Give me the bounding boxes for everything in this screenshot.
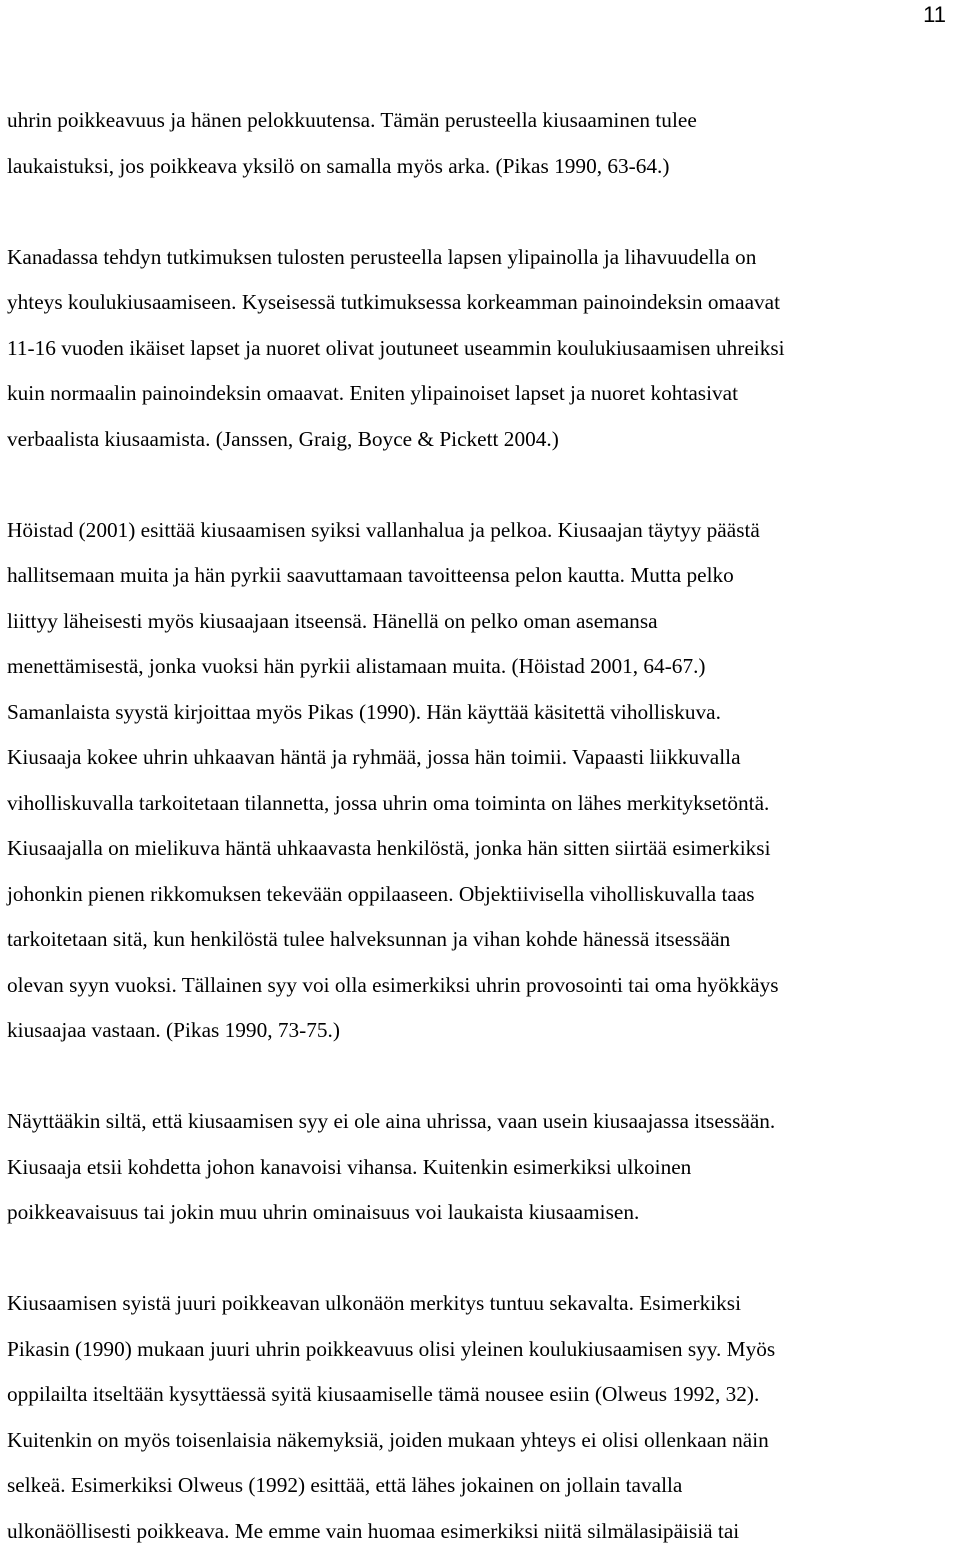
paragraph-5 xyxy=(7,1281,957,1554)
text-line: olevan syyn vuoksi. Tällainen syy voi olla esimerkiksi uhrin provosointi tai oma hyökkäys xyxy=(7,963,957,1009)
paragraph-3 xyxy=(7,508,957,1054)
text-line: liittyy läheisesti myös kiusaajaan itseensä. Hänellä on pelko oman asemansa xyxy=(7,599,957,645)
paragraph-4 xyxy=(7,1099,957,1236)
text-line: Kiusaajalla on mielikuva häntä uhkaavasta henkilöstä, jonka hän sitten siirtää esimerkiksi xyxy=(7,826,957,872)
document-body xyxy=(7,98,957,1554)
text-line: Kiusaamisen syistä juuri poikkeavan ulkonäön merkitys tuntuu sekavalta. Esimerkiksi xyxy=(7,1281,957,1327)
text-line: Kiusaaja kokee uhrin uhkaavan häntä ja ryhmää, jossa hän toimii. Vapaasti liikkuvalla xyxy=(7,735,957,781)
text-line: Näyttääkin siltä, että kiusaamisen syy ei ole aina uhrissa, vaan usein kiusaajassa itsessään. xyxy=(7,1099,957,1145)
text-line: Kiusaaja etsii kohdetta johon kanavoisi vihansa. Kuitenkin esimerkiksi ulkoinen xyxy=(7,1145,957,1191)
text-line: kiusaajaa vastaan. (Pikas 1990, 73-75.) xyxy=(7,1008,957,1054)
text-line: Höistad (2001) esittää kiusaamisen syiksi vallanhalua ja pelkoa. Kiusaajan täytyy päästä xyxy=(7,508,957,554)
text-line: ulkonäöllisesti poikkeava. Me emme vain huomaa esimerkiksi niitä silmälasipäisiä tai xyxy=(7,1509,957,1554)
text-line: Samanlaista syystä kirjoittaa myös Pikas (1990). Hän käyttää käsitettä viholliskuva. xyxy=(7,690,957,736)
text-line: menettämisestä, jonka vuoksi hän pyrkii alistamaan muita. (Höistad 2001, 64-67.) xyxy=(7,644,957,690)
text-line: hallitsemaan muita ja hän pyrkii saavuttamaan tavoitteensa pelon kautta. Mutta pelko xyxy=(7,553,957,599)
text-line: selkeä. Esimerkiksi Olweus (1992) esittää, että lähes jokainen on jollain tavalla xyxy=(7,1463,957,1509)
text-line: oppilailta itseltään kysyttäessä syitä kiusaamiselle tämä nousee esiin (Olweus 1992, 32). xyxy=(7,1372,957,1418)
paragraph-gap xyxy=(7,1054,957,1100)
paragraph-gap xyxy=(7,1236,957,1282)
paragraph-1 xyxy=(7,98,957,189)
paragraph-gap xyxy=(7,462,957,508)
text-line: Kanadassa tehdyn tutkimuksen tulosten perusteella lapsen ylipainolla ja lihavuudella on xyxy=(7,235,957,281)
text-line: verbaalista kiusaamista. (Janssen, Graig, Boyce & Pickett 2004.) xyxy=(7,417,957,463)
text-line: Kuitenkin on myös toisenlaisia näkemyksiä, joiden mukaan yhteys ei olisi ollenkaan näin xyxy=(7,1418,957,1464)
text-line: johonkin pienen rikkomuksen tekevään oppilaaseen. Objektiivisella viholliskuvalla taas xyxy=(7,872,957,918)
text-line: poikkeavaisuus tai jokin muu uhrin ominaisuus voi laukaista kiusaamisen. xyxy=(7,1190,957,1236)
text-line: Pikasin (1990) mukaan juuri uhrin poikkeavuus olisi yleinen koulukiusaamisen syy. Myös xyxy=(7,1327,957,1373)
text-line: kuin normaalin painoindeksin omaavat. Eniten ylipainoiset lapset ja nuoret kohtasivat xyxy=(7,371,957,417)
text-line: viholliskuvalla tarkoitetaan tilannetta, jossa uhrin oma toiminta on lähes merkityksetöntä. xyxy=(7,781,957,827)
text-line: 11-16 vuoden ikäiset lapset ja nuoret olivat joutuneet useammin koulukiusaamisen uhreiksi xyxy=(7,326,957,372)
text-line: yhteys koulukiusaamiseen. Kyseisessä tutkimuksessa korkeamman painoindeksin omaavat xyxy=(7,280,957,326)
paragraph-gap xyxy=(7,189,957,235)
text-line: uhrin poikkeavuus ja hänen pelokkuutensa. Tämän perusteella kiusaaminen tulee xyxy=(7,98,957,144)
text-line: tarkoitetaan sitä, kun henkilöstä tulee halveksunnan ja vihan kohde hänessä itsessään xyxy=(7,917,957,963)
text-line: laukaistuksi, jos poikkeava yksilö on samalla myös arka. (Pikas 1990, 63-64.) xyxy=(7,144,957,190)
paragraph-2 xyxy=(7,235,957,463)
page-number: 11 xyxy=(923,2,946,28)
